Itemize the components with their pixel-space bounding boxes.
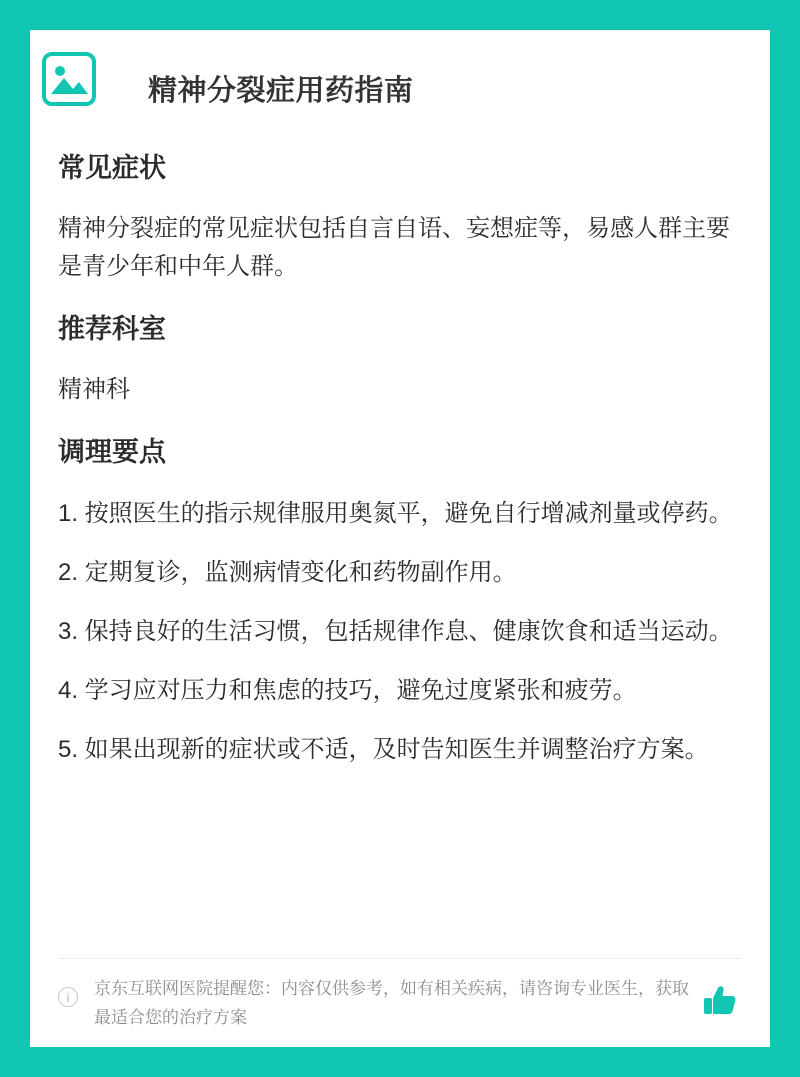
document-body bbox=[58, 138, 748, 791]
care-point-2: 2. 定期复诊，监测病情变化和药物副作用。 bbox=[58, 558, 517, 586]
care-point-5: 5. 如果出现新的症状或不适，及时告知医生并调整治疗方案。 bbox=[58, 736, 709, 764]
section-text-symptoms: 精神分裂症的常见症状包括自言自语、妄想症等，易感人群主要是青少年和中年人群。 bbox=[58, 215, 730, 280]
section-text-department: 精神科 bbox=[58, 376, 130, 404]
section-heading-department: 推荐科室 bbox=[58, 313, 166, 344]
care-point-3: 3. 保持良好的生活习惯，包括规律作息、健康饮食和适当运动。 bbox=[58, 618, 733, 646]
footer bbox=[58, 963, 746, 1035]
care-point-1: 1. 按照医生的指示规律服用奥氮平，避免自行增减剂量或停药。 bbox=[58, 499, 733, 527]
section-heading-symptoms: 常见症状 bbox=[58, 153, 166, 183]
section-heading-care-points: 调理要点 bbox=[58, 437, 166, 468]
document-image-icon bbox=[42, 52, 96, 106]
footer-divider bbox=[58, 958, 742, 959]
page-title: 精神分裂症用药指南 bbox=[148, 75, 414, 107]
document-card bbox=[30, 30, 770, 1047]
footer-disclaimer: 京东互联网医院提醒您：内容仅供参考，如有相关疾病，请咨询专业医生，获取最适合您的治疗方案 bbox=[94, 979, 689, 1027]
care-point-4: 4. 学习应对压力和焦虑的技巧，避免过度紧张和疲劳。 bbox=[58, 677, 637, 705]
info-icon: i bbox=[58, 987, 78, 1007]
thumbs-up-icon[interactable] bbox=[700, 981, 740, 1021]
